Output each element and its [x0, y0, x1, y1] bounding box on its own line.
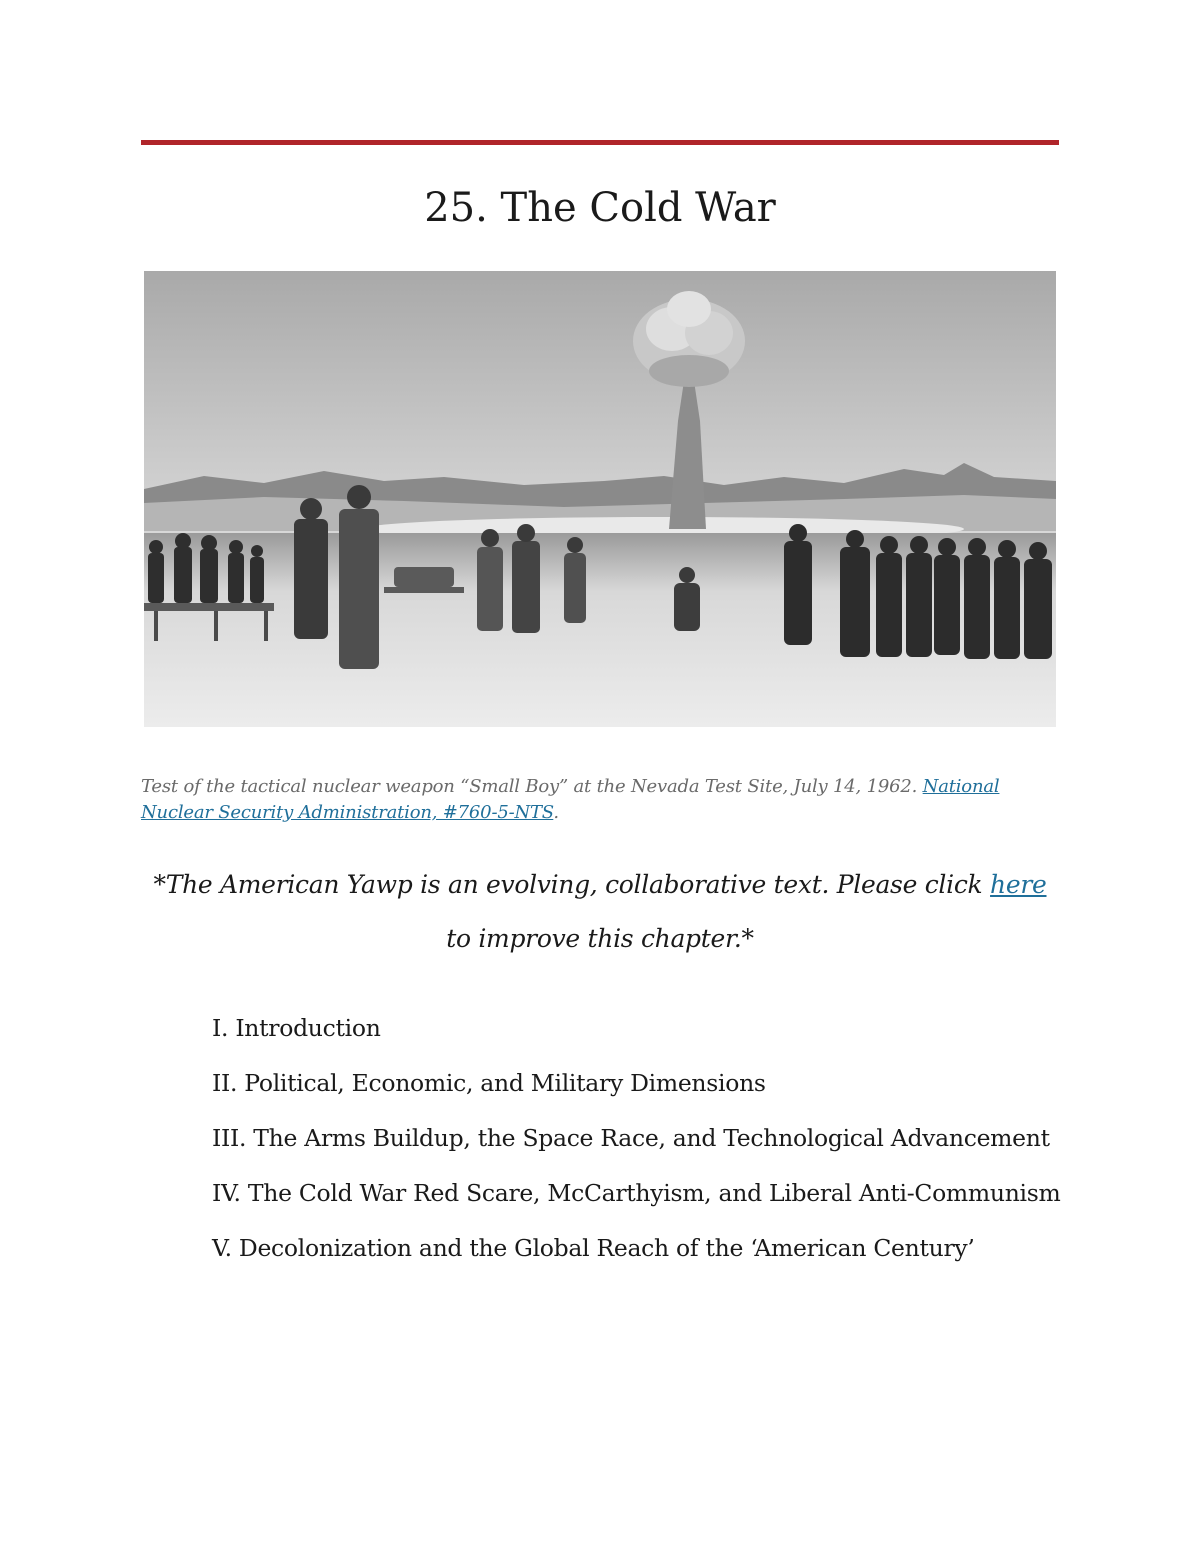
toc-item: V. Decolonization and the Global Reach of the ‘American Century’ [212, 1234, 975, 1262]
toc-item: IV. The Cold War Red Scare, McCarthyism, and Liberal Anti-Communism [212, 1179, 1061, 1207]
caption-text: Test of the tactical nuclear weapon “Small Boy” at the Nevada Test Site, July 14, 1962. [141, 776, 918, 797]
toc-item: I. Introduction [212, 1014, 381, 1042]
figure-caption [141, 774, 1059, 826]
chapter-contents [212, 1001, 1062, 1276]
toc-item: III. The Arms Buildup, the Space Race, and Technological Advancement [212, 1124, 1050, 1152]
collaboration-notice [141, 858, 1059, 966]
toc-item: II. Political, Economic, and Military Dimensions [212, 1069, 766, 1097]
notice-text-after: to improve this chapter.* [446, 924, 754, 953]
header-rule [141, 140, 1059, 145]
chapter-title: 25. The Cold War [424, 185, 776, 231]
improve-chapter-link[interactable]: here [990, 870, 1047, 899]
notice-text-before: *The American Yawp is an evolving, collaborative text. Please click [153, 870, 983, 899]
caption-end: . [553, 802, 559, 823]
nuclear-test-photo [144, 271, 1056, 727]
caption-source-link[interactable]: National Nuclear Security Administration, #760-5-NTS [141, 776, 1000, 823]
